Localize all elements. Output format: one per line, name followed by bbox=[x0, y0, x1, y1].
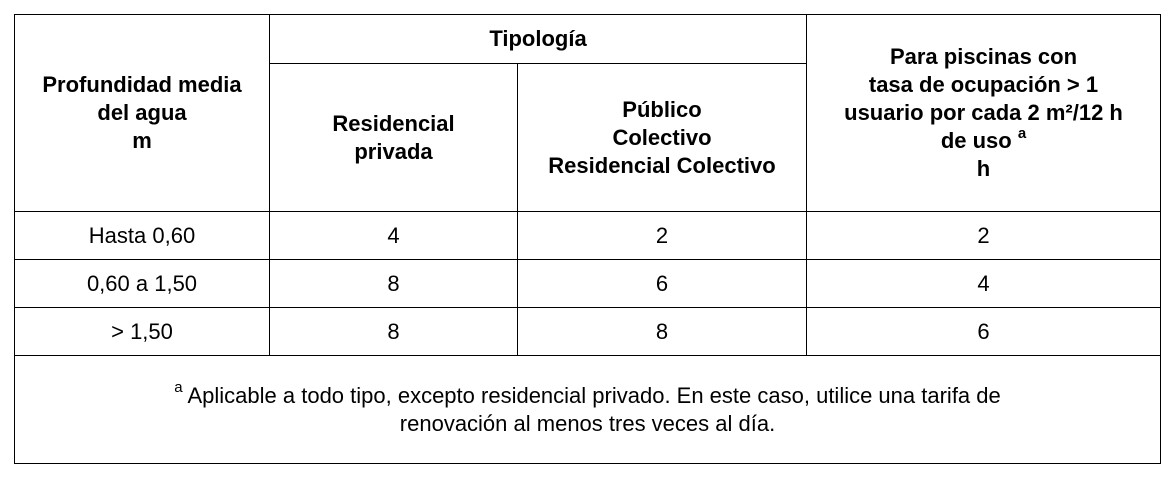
cell-piscinas: 4 bbox=[807, 260, 1161, 308]
cell-piscinas: 2 bbox=[807, 212, 1161, 260]
cell-residencial: 8 bbox=[270, 260, 518, 308]
footnote-line2: renovación al menos tres veces al día. bbox=[399, 410, 776, 436]
footnote-text-line1: Aplicable a todo tipo, excepto residencial privado. En este caso, utilice una tarifa de bbox=[182, 382, 1001, 408]
header-residencial-line1: Residencial bbox=[332, 110, 455, 136]
header-depth-line1: Profundidad media bbox=[42, 72, 242, 97]
cell-piscinas: 6 bbox=[807, 308, 1161, 356]
header-row-1 bbox=[15, 15, 1161, 64]
footnote-line1 bbox=[15, 379, 1160, 410]
cell-publico: 8 bbox=[518, 308, 807, 356]
header-piscinas-line3: usuario por cada 2 m²/12 h bbox=[844, 100, 1123, 125]
header-residencial-privada bbox=[270, 64, 518, 212]
cell-publico: 2 bbox=[518, 212, 807, 260]
header-publico-line1: Público bbox=[622, 96, 702, 122]
header-depth-line2: del agua bbox=[97, 100, 187, 125]
footnote-marker: a bbox=[174, 379, 183, 397]
cell-depth: Hasta 0,60 bbox=[15, 212, 270, 260]
header-depth bbox=[15, 15, 270, 212]
header-piscinas-line4-text: de uso bbox=[940, 128, 1012, 153]
cell-publico: 6 bbox=[518, 260, 807, 308]
header-publico-line2: Colectivo bbox=[612, 124, 712, 150]
header-residencial-line2: privada bbox=[354, 138, 433, 164]
cell-depth: > 1,50 bbox=[15, 308, 270, 356]
header-publico bbox=[518, 64, 807, 212]
header-depth-line3: m bbox=[132, 128, 152, 153]
table-row bbox=[15, 308, 1161, 356]
header-tipologia: Tipología bbox=[270, 15, 807, 64]
header-piscinas-line4 bbox=[807, 124, 1160, 155]
header-piscinas-line5: h bbox=[976, 156, 991, 181]
cell-residencial: 8 bbox=[270, 308, 518, 356]
header-piscinas-line2: tasa de ocupación > 1 bbox=[868, 72, 1099, 97]
renovation-table bbox=[14, 14, 1161, 464]
header-publico-line3: Residencial Colectivo bbox=[548, 152, 776, 178]
header-piscinas bbox=[807, 15, 1161, 212]
header-piscinas-footnote-marker: a bbox=[1017, 124, 1027, 142]
footnote-row bbox=[15, 356, 1161, 464]
cell-residencial: 4 bbox=[270, 212, 518, 260]
header-piscinas-line1: Para piscinas con bbox=[889, 44, 1078, 69]
cell-depth: 0,60 a 1,50 bbox=[15, 260, 270, 308]
table-row bbox=[15, 260, 1161, 308]
table-row bbox=[15, 212, 1161, 260]
footnote bbox=[15, 356, 1161, 464]
